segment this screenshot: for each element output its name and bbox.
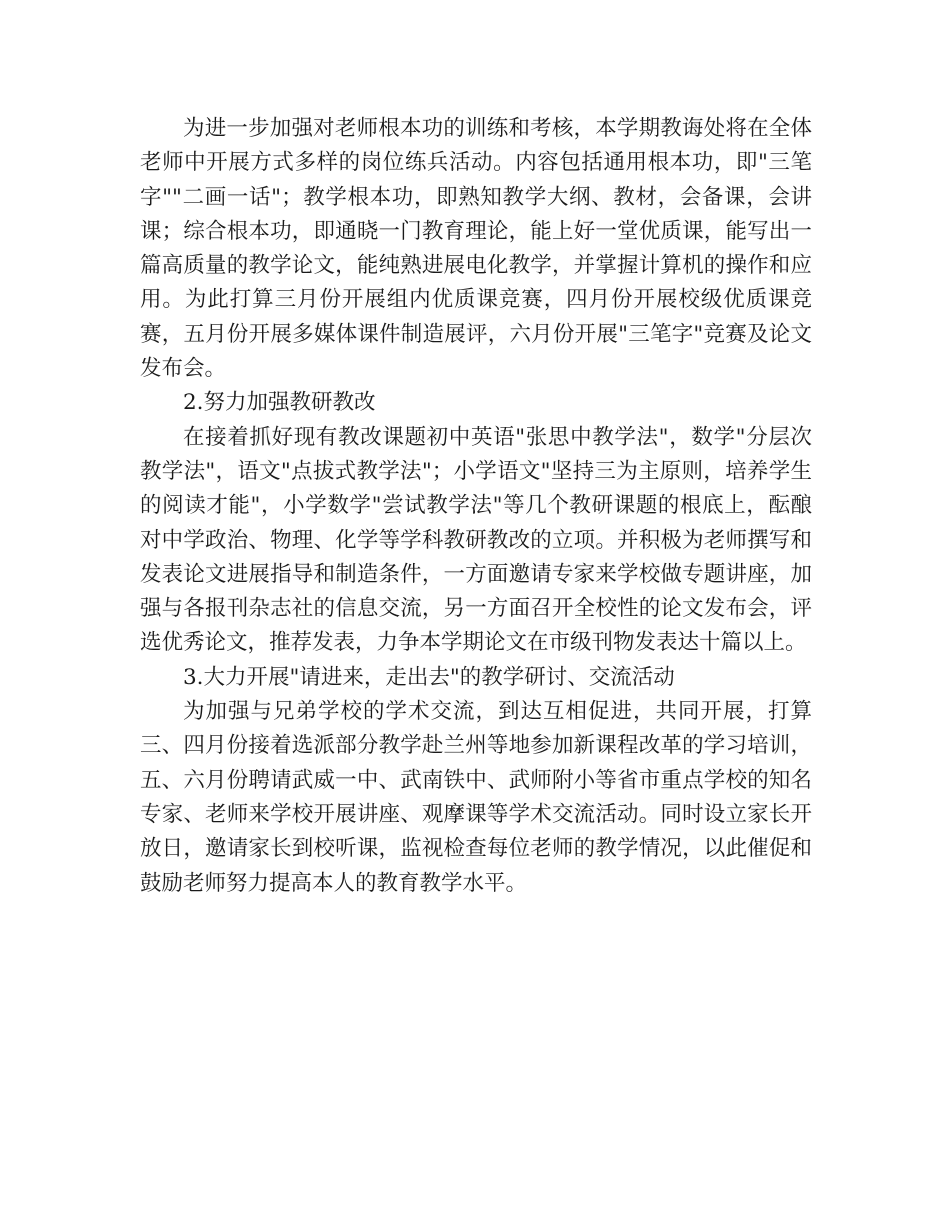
section-heading-research: 2.努力加强教研教改	[183, 390, 376, 416]
paragraph-research: 在接着抓好现有教改课题初中英语"张思中教学法"，数学"分层次教学法"，语文"点拔式教学法"；小学语文"坚持三为主原则，培养学生的阅读才能"，小学数学"尝试教学法"等几个教研课题的根底上，酝酿对中学政治、物理、化学等学科教研教改的立项。并积极为老师撰写和发表论文进展指导和制造条件，一方面邀请专家来学校做专题讲座，加强与各报刊杂志社的信息交流，另一方面召开全校性的论文发布会，评选优秀论文，推荐发表，力争本学期论文在市级刊物发表达十篇以上。	[140, 424, 812, 656]
paragraph-training: 为进一步加强对老师根本功的训练和考核，本学期教诲处将在全体老师中开展方式多样的岗位练兵活动。内容包括通用根本功，即"三笔字""二画一话"；教学根本功，即熟知教学大纲、教材，会备课，会讲课；综合根本功，即通晓一门教育理论，能上好一堂优质课，能写出一篇高质量的教学论文，能纯熟进展电化教学，并掌握计算机的操作和应用。为此打算三月份开展组内优质课竞赛，四月份开展校级优质课竞赛，五月份开展多媒体课件制造展评，六月份开展"三笔字"竞赛及论文发布会。	[140, 116, 812, 382]
paragraph-exchange: 为加强与兄弟学校的学术交流，到达互相促进，共同开展，打算三、四月份接着选派部分教学赴兰州等地参加新课程改革的学习培训，五、六月份聘请武威一中、武南铁中、武师附小等省市重点学校的知名专家、老师来学校开展讲座、观摩课等学术交流活动。同时设立家长开放日，邀请家长到校听课，监视检查每位老师的教学情况，以此催促和鼓励老师努力提高本人的教育教学水平。	[140, 699, 812, 896]
section-heading-exchange: 3.大力开展"请进来，走出去"的教学研讨、交流活动	[183, 664, 675, 690]
document-body	[140, 112, 812, 901]
